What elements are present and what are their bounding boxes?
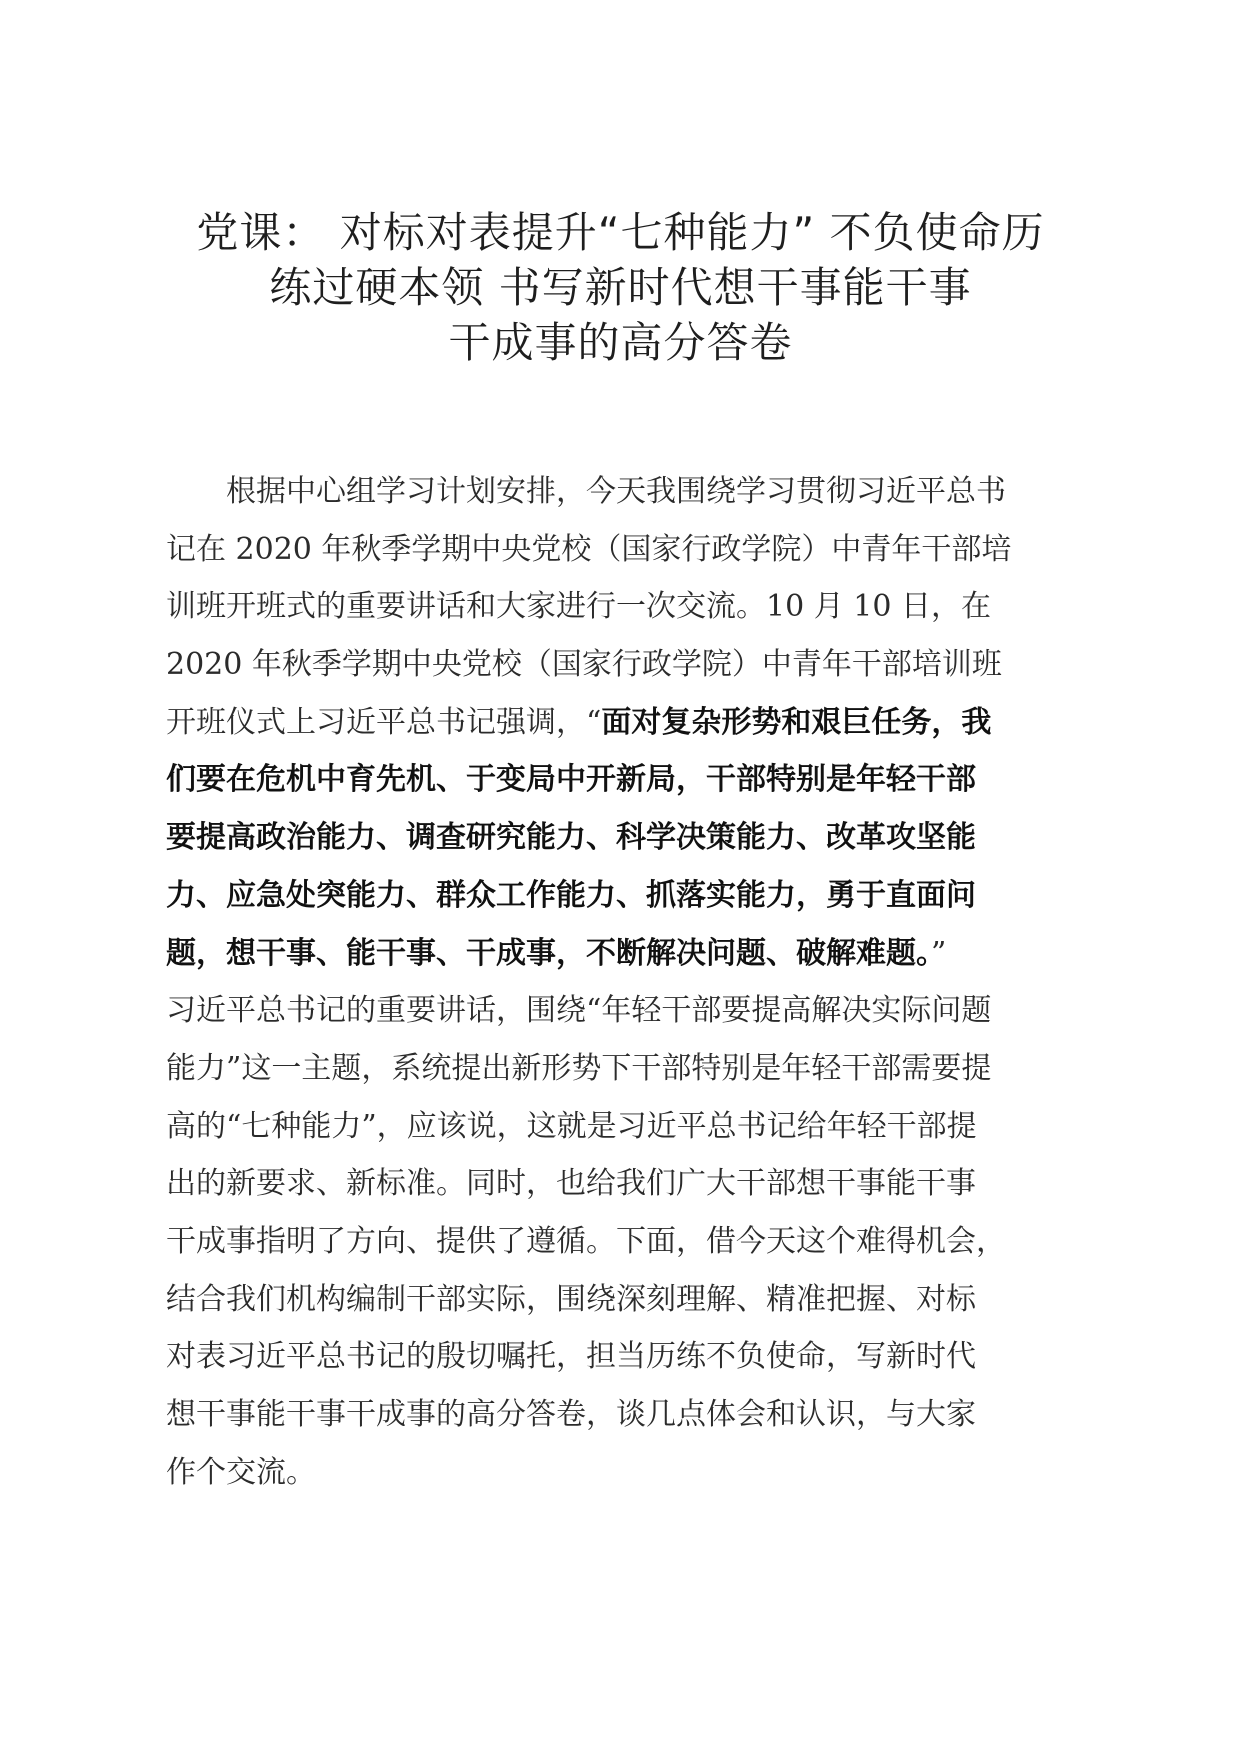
line-text: 2020 年秋季学期中央党校（国家行政学院）中青年干部培训班 bbox=[166, 647, 1002, 683]
line-text: 想干事能干事干成事的高分答卷，谈几点体会和认识，与大家 bbox=[166, 1397, 976, 1432]
body-paragraph bbox=[166, 463, 1084, 1501]
line-text: 对表习近平总书记的殷切嘱托，担当历练不负使命，写新时代 bbox=[166, 1339, 976, 1375]
quoted-text: 们要在危机中育先机、于变局中开新局，干部特别是年轻干部 bbox=[166, 762, 976, 798]
paragraph-line bbox=[166, 925, 1084, 983]
paragraph-line bbox=[166, 636, 1084, 694]
paragraph-line bbox=[166, 1040, 1084, 1098]
paragraph-line bbox=[166, 1386, 1084, 1444]
paragraph-line bbox=[166, 982, 1084, 1040]
quoted-text: 面对复杂形势和艰巨任务，我 bbox=[601, 704, 992, 740]
line-text: 干成事指明了方向、提供了遵循。下面，借今天这个难得机会， bbox=[166, 1223, 1006, 1259]
document-title bbox=[150, 205, 1091, 370]
line-text: 记在 2020 年秋季学期中央党校（国家行政学院）中青年干部培 bbox=[166, 531, 1012, 567]
line-text: 出的新要求、新标准。同时，也给我们广大干部想干事能干事 bbox=[166, 1166, 976, 1202]
paragraph-line bbox=[166, 1098, 1084, 1156]
paragraph-line bbox=[166, 521, 1084, 579]
quoted-text: 要提高政治能力、调查研究能力、科学决策能力、改革攻坚能 bbox=[166, 820, 976, 856]
quoted-text: 题，想干事、能干事、干成事，不断解决问题、破解难题。 bbox=[166, 935, 931, 971]
title-line: 党课： 对标对表提升“七种能力” 不负使命历 bbox=[196, 208, 1045, 257]
paragraph-line bbox=[166, 867, 1084, 925]
paragraph-line bbox=[166, 1444, 1084, 1502]
line-text: 习近平总书记的重要讲话，围绕“年轻干部要提高解决实际问题 bbox=[166, 993, 992, 1029]
paragraph-line bbox=[166, 694, 1084, 752]
paragraph-line bbox=[166, 1271, 1084, 1329]
title-line: 练过硬本领 书写新时代想干事能干事 bbox=[269, 263, 972, 312]
line-text: 开班仪式上习近平总书记强调，“ bbox=[166, 704, 602, 740]
line-text: 结合我们机构编制干部实际，围绕深刻理解、精准把握、对标 bbox=[166, 1281, 976, 1317]
paragraph-line bbox=[166, 578, 1084, 636]
line-text: ” bbox=[931, 935, 947, 971]
line-text: 高的“七种能力”，应该说，这就是习近平总书记给年轻干部提 bbox=[166, 1108, 977, 1144]
line-text: 训班开班式的重要讲话和大家进行一次交流。10 月 10 日，在 bbox=[166, 589, 991, 625]
paragraph-line bbox=[166, 1213, 1084, 1271]
line-text: 作个交流。 bbox=[166, 1454, 316, 1490]
paragraph-line bbox=[166, 809, 1084, 867]
line-text: 能力”这一主题，系统提出新形势下干部特别是年轻干部需要提 bbox=[166, 1050, 992, 1086]
paragraph-line bbox=[166, 463, 1084, 521]
title-line: 干成事的高分答卷 bbox=[448, 318, 793, 367]
paragraph-line bbox=[166, 751, 1084, 809]
paragraph-line bbox=[166, 1328, 1084, 1386]
paragraph-line bbox=[166, 1155, 1084, 1213]
line-text: 根据中心组学习计划安排，今天我围绕学习贯彻习近平总书 bbox=[226, 474, 1006, 509]
quoted-text: 力、应急处突能力、群众工作能力、抓落实能力，勇于直面问 bbox=[166, 877, 976, 913]
